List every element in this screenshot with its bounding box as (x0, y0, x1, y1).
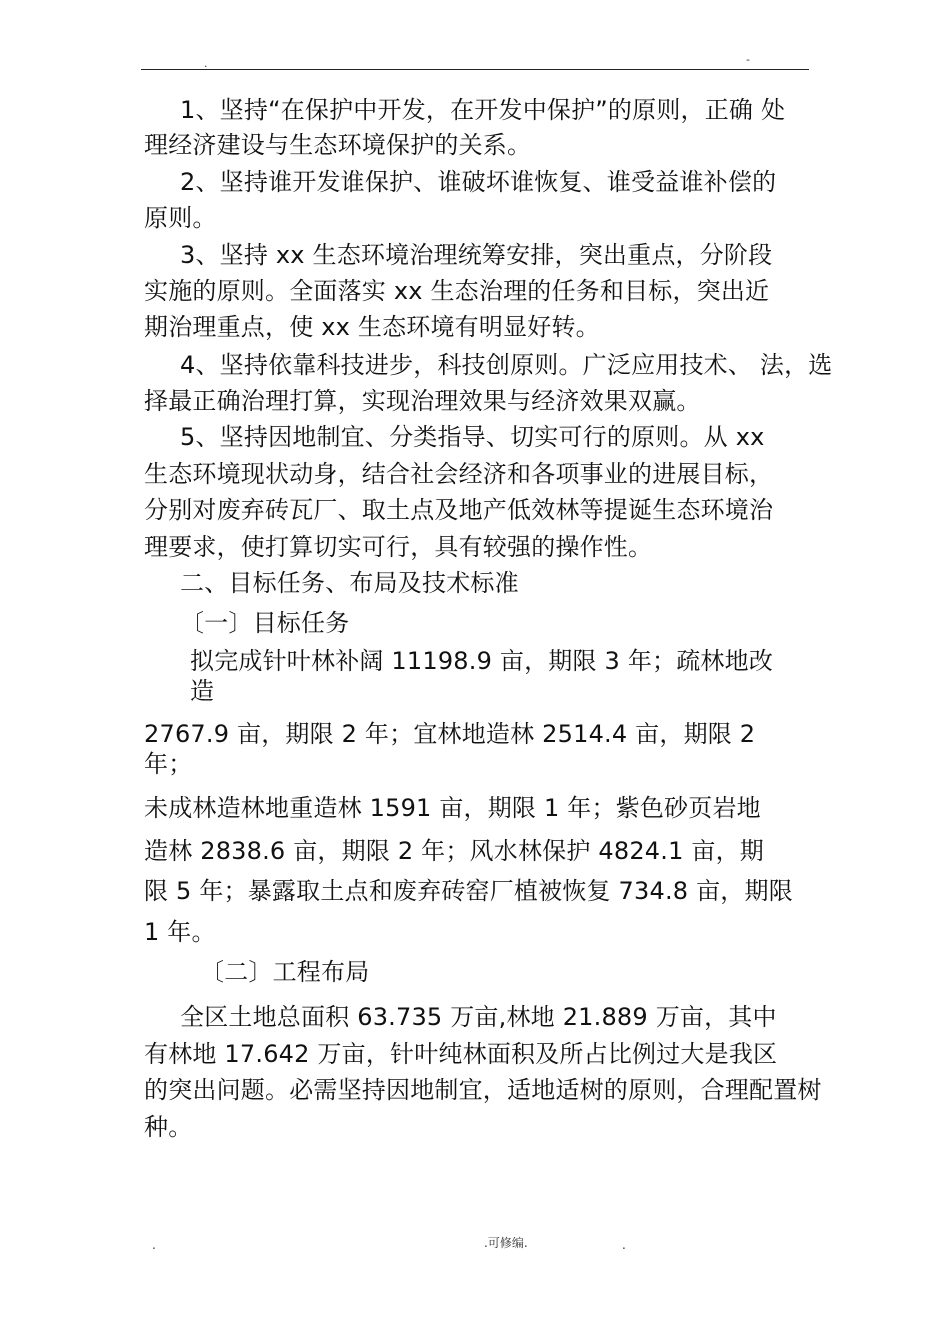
text-line: 有林地 17.642 万亩，针叶纯林面积及所占比例过大是我区 (144, 1040, 778, 1068)
text-line: 年； (144, 750, 193, 778)
subsection-heading: 〔二〕工程布局 (200, 958, 370, 986)
text-line: 3、坚持 xx 生态环境治理统筹安排，突出重点，分阶段 (180, 241, 773, 269)
text-line: 拟完成针叶林补阔 11198.9 亩，期限 3 年；疏林地改 (190, 647, 774, 675)
text-line: 造 (190, 677, 215, 705)
text-line: 期治理重点，使 xx 生态环境有明显好转。 (144, 313, 600, 341)
header-mark-right: - (746, 53, 750, 66)
text-line: 全区土地总面积 63.735 万亩,林地 21.889 万亩，其中 (180, 1003, 777, 1031)
header-mark-left: . (204, 57, 208, 70)
text-line: 2、坚持谁开发谁保护、谁破坏谁恢复、谁受益谁补偿的 (180, 168, 777, 196)
text-line: 4、坚持依靠科技进步，科技创原则。广泛应用技术、 法，选 (180, 351, 833, 379)
text-line: 理要求，使打算切实可行，具有较强的操作性。 (144, 533, 653, 561)
text-line: 造林 2838.6 亩，期限 2 年；风水林保护 4824.1 亩，期 (144, 837, 764, 865)
section-heading: 二、目标任务、布局及技术标准 (180, 569, 519, 597)
text-line: 的突出问题。必需坚持因地制宜，适地适树的原则，合理配置树 (144, 1076, 822, 1104)
footer-mark-left: . (152, 1238, 156, 1252)
subsection-heading: 〔一〕目标任务 (180, 609, 350, 637)
footer-center-text: .可修编. (484, 1236, 528, 1250)
text-line: 2767.9 亩，期限 2 年；宜林地造林 2514.4 亩，期限 2 (144, 720, 756, 748)
text-line: 1、坚持“在保护中开发，在开发中保护”的原则，正确 处 (180, 96, 786, 124)
text-line: 择最正确治理打算，实现治理效果与经济效果双赢。 (144, 387, 701, 415)
text-line: 生态环境现状动身，结合社会经济和各项事业的进展目标， (144, 460, 774, 488)
text-line: 原则。 (144, 204, 217, 232)
text-line: 未成林造林地重造林 1591 亩，期限 1 年；紫色砂页岩地 (144, 794, 761, 822)
text-line: 实施的原则。全面落实 xx 生态治理的任务和目标，突出近 (144, 277, 770, 305)
text-line: 理经济建设与生态环境保护的关系。 (144, 131, 532, 159)
text-line: 1 年。 (144, 918, 216, 946)
text-line: 限 5 年；暴露取土点和废弃砖窑厂植被恢复 734.8 亩，期限 (144, 877, 793, 905)
header-rule (141, 69, 809, 70)
text-line: 种。 (144, 1113, 193, 1141)
text-line: 5、坚持因地制宜、分类指导、切实可行的原则。从 xx (180, 423, 765, 451)
footer-mark-right: . (622, 1238, 626, 1252)
text-line: 分别对废弃砖瓦厂、取土点及地产低效林等提诞生态环境治 (144, 496, 774, 524)
